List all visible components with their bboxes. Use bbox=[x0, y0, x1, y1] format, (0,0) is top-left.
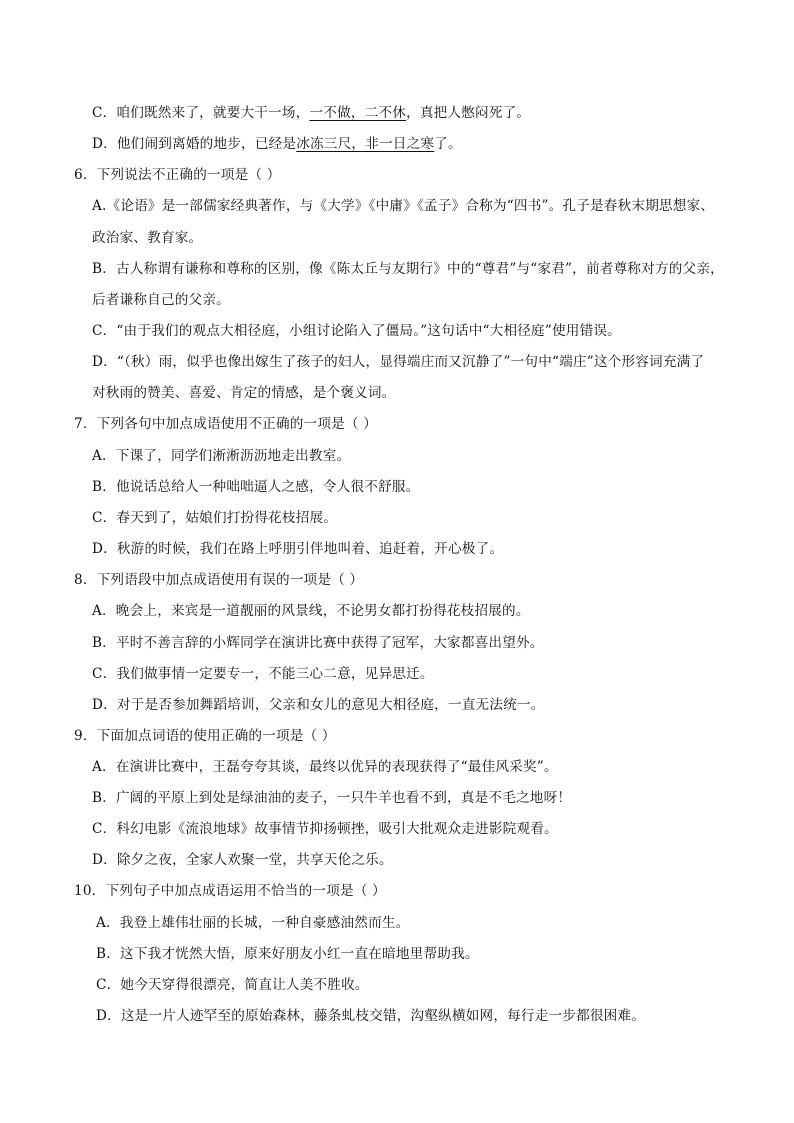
question-10-option-b: B．这下我才恍然大悟，原来好朋友小红一直在暗地里帮助我。 bbox=[96, 946, 479, 962]
underlined-phrase: 一不做，二不休 bbox=[309, 105, 407, 121]
question-10-stem: 10．下列句子中加点成语运用不恰当的一项是（ ） bbox=[74, 883, 386, 899]
prev-option-d bbox=[92, 135, 462, 153]
option-text: D．他们闹到离婚的地步，已经是 bbox=[92, 136, 297, 152]
question-6-option-a-line1: A.《论语》是一部儒家经典著作，与《大学》《中庸》《孟子》合称为“四书”。孔子是春秋末期思想家、 bbox=[92, 198, 715, 214]
question-6-option-d-line2: 对秋雨的赞美、喜爱、肯定的情感，是个褒义词。 bbox=[92, 385, 396, 401]
question-6-option-d-line1: D．“（秋）雨，似乎也像出嫁生了孩子的妇人，显得端庄而又沉静了”一句中“端庄”这个形容词充满了 bbox=[92, 354, 705, 370]
option-text: C．咱们既然来了，就要大干一场， bbox=[92, 105, 310, 121]
question-9-option-a: A．在演讲比赛中，王磊夸夸其谈，最终以优异的表现获得了“最佳风采奖”。 bbox=[92, 759, 558, 775]
question-7-option-d: D．秋游的时候，我们在路上呼朋引伴地叫着、追赶着，开心极了。 bbox=[92, 541, 504, 557]
question-6-option-b-line2: 后者谦称自己的父亲。 bbox=[92, 292, 230, 308]
question-7-stem: 7．下列各句中加点成语使用不正确的一项是（ ） bbox=[74, 416, 378, 432]
question-6-option-c: C．“由于我们的观点大相径庭，小组讨论陷入了僵局。”这句话中“大相径庭”使用错误。 bbox=[92, 323, 621, 339]
question-9-option-b: B．广阔的平原上到处是绿油油的麦子，一只牛羊也看不到，真是不毛之地呀！ bbox=[92, 790, 572, 806]
question-7-option-b: B．他说话总给人一种咄咄逼人之感，令人很不舒服。 bbox=[92, 479, 420, 495]
option-text: ，真把人憋闷死了。 bbox=[406, 105, 531, 121]
question-10-option-c: C．她今天穿得很漂亮，简直让人美不胜收。 bbox=[96, 977, 369, 993]
question-6-stem: 6．下列说法不正确的一项是（ ） bbox=[74, 167, 281, 183]
question-7-option-a: A．下课了，同学们淅淅沥沥地走出教室。 bbox=[92, 448, 351, 464]
underlined-phrase: 冰冻三尺，非一日之寒 bbox=[296, 136, 435, 152]
question-9-option-d: D．除夕之夜，全家人欢聚一堂，共享天伦之乐。 bbox=[92, 852, 393, 868]
question-8-stem: 8．下列语段中加点成语使用有误的一项是（ ） bbox=[74, 572, 364, 588]
question-10-option-d: D．这是一片人迹罕至的原始森林，藤条虬枝交错，沟壑纵横如网，每行走一步都很困难。 bbox=[96, 1008, 646, 1024]
option-text: 了。 bbox=[434, 136, 462, 152]
question-8-option-b: B．平时不善言辞的小辉同学在演讲比赛中获得了冠军，大家都喜出望外。 bbox=[92, 635, 544, 651]
question-9-stem: 9．下面加点词语的使用正确的一项是（ ） bbox=[74, 728, 336, 744]
question-8-option-d: D．对于是否参加舞蹈培训，父亲和女儿的意见大相径庭，一直无法统一。 bbox=[92, 697, 545, 713]
question-6-option-b-line1: B．古人称谓有谦称和尊称的区别，像《陈太丘与友期行》中的“尊君”与“家君”，前者尊称对方的父亲， bbox=[92, 261, 724, 277]
question-10-option-a: A．我登上雄伟壮丽的长城，一种自豪感油然而生。 bbox=[96, 915, 410, 931]
question-8-option-c: C．我们做事情一定要专一，不能三心二意，见异思迁。 bbox=[92, 666, 434, 682]
question-6-option-a-line2: 政治家、教育家。 bbox=[92, 230, 203, 246]
question-7-option-c: C．春天到了，姑娘们打扮得花枝招展。 bbox=[92, 510, 338, 526]
question-8-option-a: A．晚会上，来宾是一道靓丽的风景线，不论男女都打扮得花枝招展的。 bbox=[92, 603, 530, 619]
prev-option-c bbox=[92, 104, 530, 122]
question-9-option-c: C．科幻电影《流浪地球》故事情节抑扬顿挫，吸引大批观众走进影院观看。 bbox=[92, 821, 558, 837]
